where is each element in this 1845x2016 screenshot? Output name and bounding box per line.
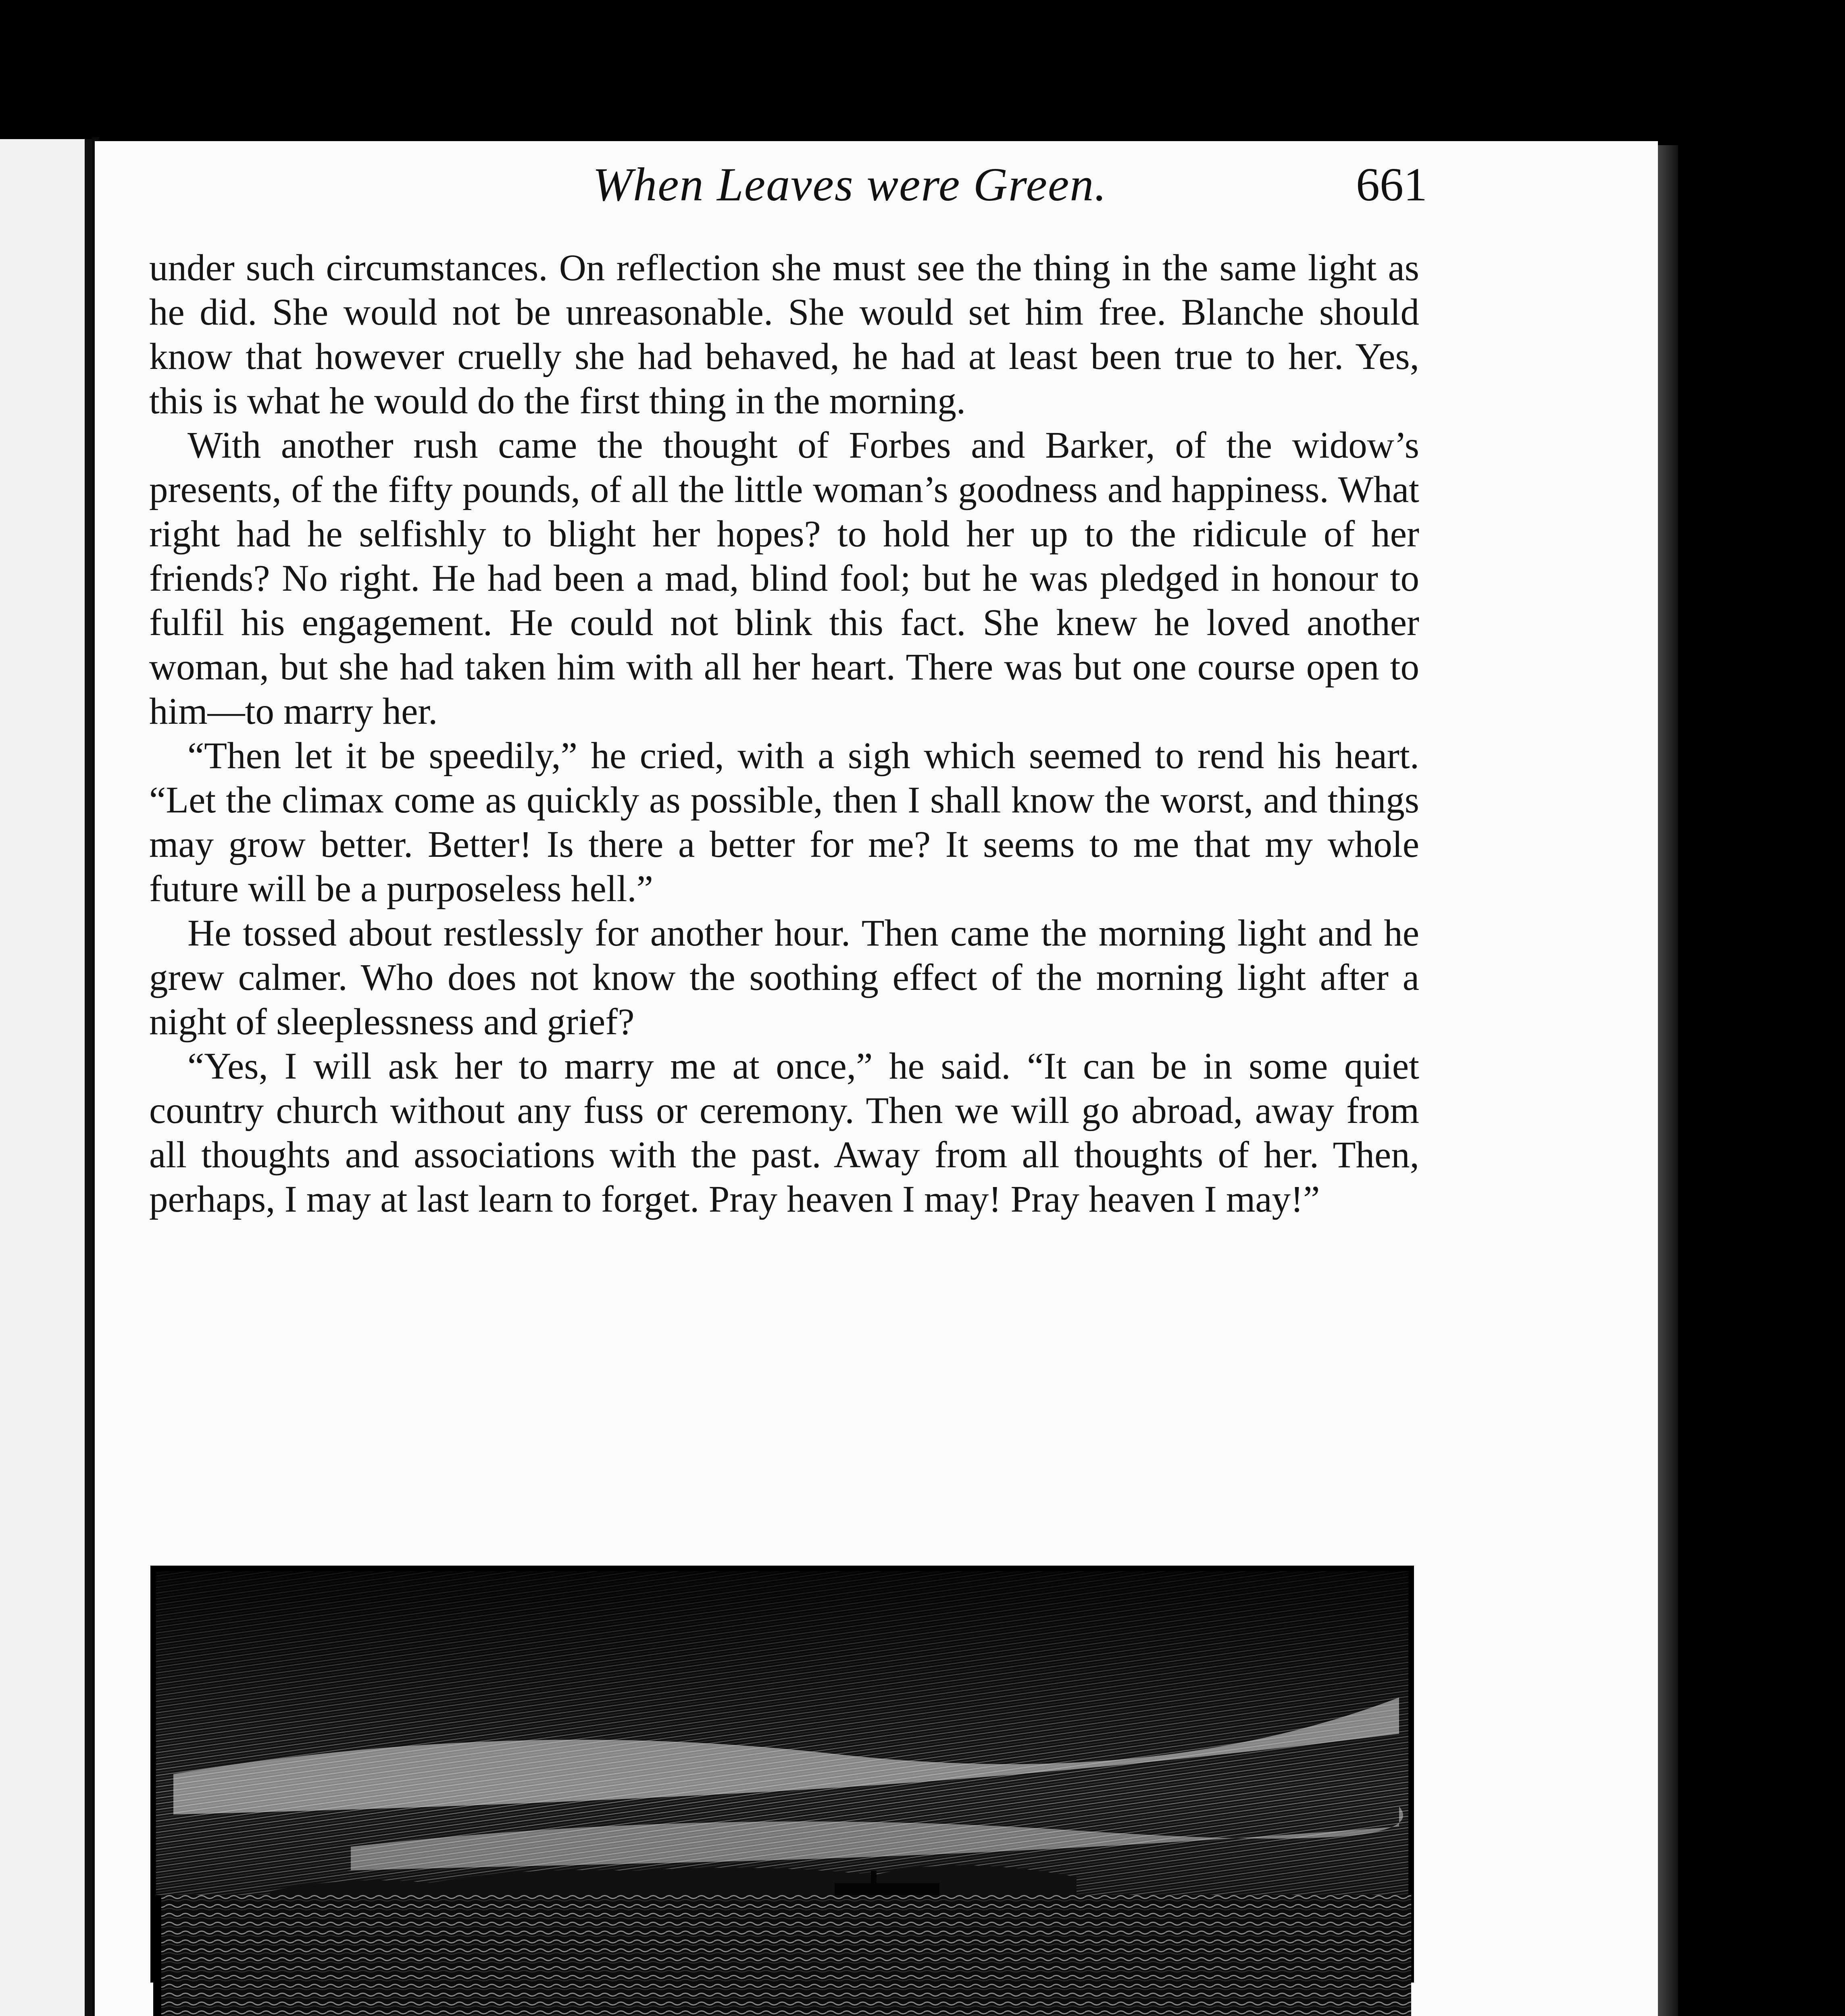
- paragraph: He tossed about restlessly for another hour. Then came the morning light and he grew calmer. Who does not know the soothing effect of the morning light after a night of sleeplessness and grief?: [149, 912, 1419, 1043]
- engraving-seascape-sunset-icon: [149, 1564, 1419, 2016]
- paragraph: under such circumstances. On reflection she must see the thing in the same light as he did. She would not be unreasonable. She would set him free. Blanche should know that however cruelly she had behaved, he had at least been true to her. Yes, this is what he would do the first thing in the morning.: [149, 247, 1419, 422]
- paragraph: With another rush came the thought of Forbes and Barker, of the widow’s presents, of the fifty pounds, of all the little woman’s goodness and happiness. What right had he selfishly to blight her hopes? to hold her up to the ridicule of her friends? No right. He had been a mad, blind fool; but he was pledged in honour to fulfil his engagement. He could not blink this fact. She knew he loved another woman, but she had taken him with all her heart. There was but one course open to him—to marry her.: [149, 425, 1419, 732]
- continued-wrapper: [149, 141, 1419, 1633]
- paragraph: “Yes, I will ask her to marry me at once,” he said. “It can be in some quiet country church without any fuss or ceremony. Then we will go abroad, away from all thoughts and associations with the past. Away from all thoughts of her. Then, perhaps, I may at last learn to forget. Pray heaven I may! Pray heaven I may!”: [149, 1045, 1419, 1220]
- running-title: When Leaves were Green.: [593, 158, 1107, 211]
- paragraph: “Then let it be speedily,” he cried, with a sigh which seemed to rend his heart. “Let the climax come as quickly as possible, then I shall know the worst, and things may grow better. Better! Is there a better for me? It seems to me that my whole future will be a purposeless hell.”: [149, 735, 1419, 910]
- seascape-illustration: [149, 1564, 1419, 2016]
- page-edge-shadow: [1658, 145, 1678, 2016]
- previous-page-edge: [0, 139, 92, 2016]
- page-number: 661: [1356, 158, 1427, 211]
